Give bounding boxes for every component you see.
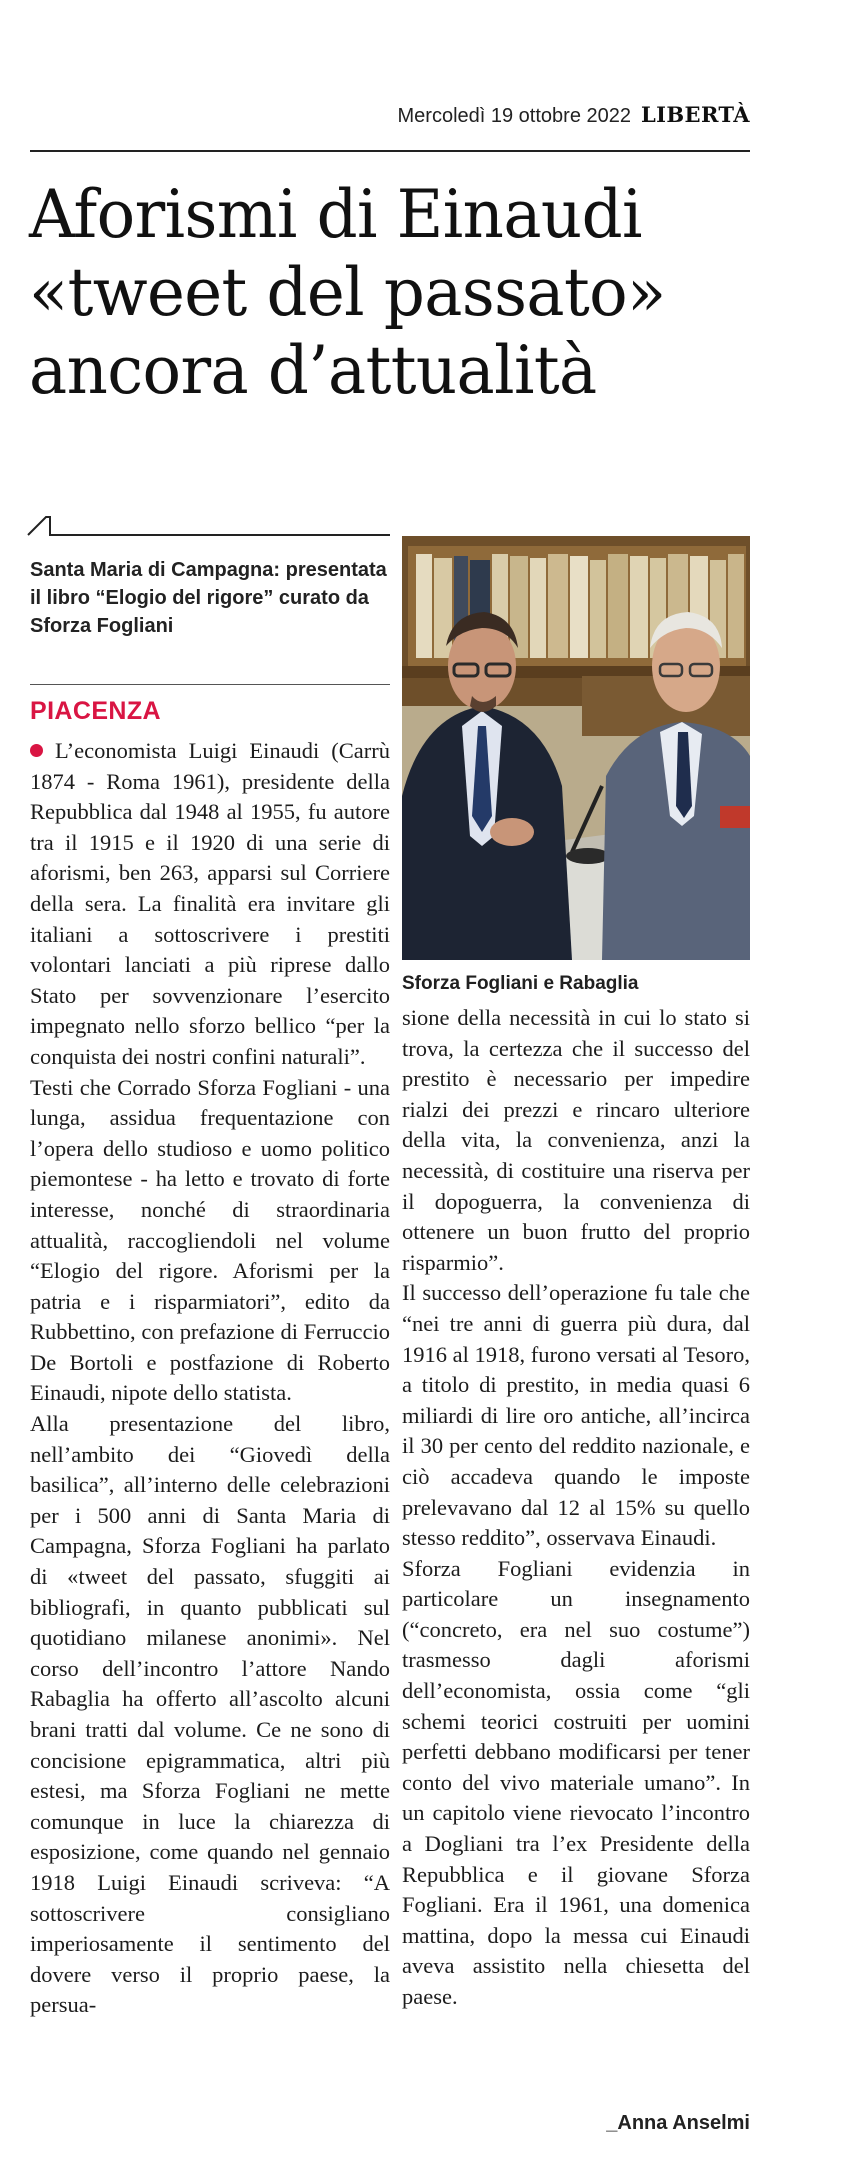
subhead-rule [30, 684, 390, 685]
page-header [30, 102, 750, 132]
issue-date: Mercoledì 19 ottobre 2022 [397, 105, 631, 127]
headline-line-1: Aforismi di Einaudi [29, 176, 642, 253]
paragraph: Il successo dell’operazione fu tale che “nei tre anni di guerra più dura, dal 1916 al 1918, furono versati al Tesoro, a titolo di prestito, in media quasi 6 miliardi di lire oro antiche, all’incirca il 30 per cento del reddito nazionale, e ciò accadeva quando le imposte prelevavano dal 12 al 15% su quello stesso reddito”, osservava Einaudi. [402, 1280, 750, 1551]
header-rule [30, 150, 750, 152]
decorative-rule [26, 505, 392, 539]
headline-line-2: «tweet del passato» [29, 254, 666, 331]
dateline: PIACENZA [30, 697, 161, 725]
photo-illustration [402, 536, 750, 960]
paragraph-text: L’economista Luigi Einaudi (Carrù 1874 - Roma 1961), presidente della Repubblica dal 1948 al 1955, fu autore tra il 1915 e il 1920 di una serie di aforismi, ben 263, apparsi sul Corriere della sera. La finalità era invitare gli italiani a sottoscrivere i prestiti volontari lanciati a più riprese dallo Stato per sovvenzionare l’esercito impegnato nello sforzo bellico “per la conquista dei nostri confini naturali”. [30, 738, 390, 1069]
paragraph: Testi che Corrado Sforza Fogliani - una lunga, assidua frequentazione con l’opera dello studioso e uomo politico piemontese - ha letto e trovato di forte interesse, nonché di straordinaria attualità, raccogliendoli nel volume “Elogio del rigore. Aforismi per la patria e i risparmiatori”, edito da Rubbettino, con prefazione di Ferruccio De Bortoli e postfazione di Roberto Einaudi, nipote dello statista. [30, 1074, 390, 1406]
article-subhead: Santa Maria di Campagna: presentata il libro “Elogio del rigore” curato da Sforza Fogliani [30, 559, 387, 637]
photo-caption: Sforza Fogliani e Rabaglia [402, 973, 639, 994]
article-photo [402, 536, 750, 960]
article-headline [29, 176, 747, 410]
article-byline: _Anna Anselmi [606, 2112, 750, 2134]
article-column-2 [402, 1003, 750, 2013]
paragraph: Sforza Fogliani evidenzia in particolare un insegnamento (“concreto, era nel suo costume”) trasmesso dagli aforismi dell’economista, ossia come “gli schemi teorici costruiti per uomini perfetti debbano modificarsi per tener conto del vivo materiale umano”. In un capitolo viene rievocato l’incontro a Dogliani tra l’ex Presidente della Repubblica e il giovane Sforza Fogliani. Era il 1961, una domenica mattina, dopo la messa cui Einaudi aveva assistito nella chiesetta del paese. [402, 1555, 750, 2009]
bullet-dot-icon [30, 744, 43, 757]
headline-line-3: ancora d’attualità [29, 332, 597, 409]
paragraph: Alla presentazione del libro, nell’ambito dei “Giovedì della basilica”, all’interno delle celebrazioni per i 500 anni di Santa Maria di Campagna, Sforza Fogliani ha parlato di «tweet del passato, sfuggiti ai bibliografi, in quanto pubblicati sul quotidiano milanese anonimi». Nel corso dell’incontro l’attore Nando Rabaglia ha offerto all’ascolto alcuni brani tratti dal volume. Ce ne sono di concisione epigrammatica, altri più estesi, ma Sforza Fogliani ne mette comunque in luce la chiarezza di esposizione, come quando nel gennaio 1918 Luigi Einaudi scriveva: “A sottoscrivere consigliano imperiosamente il sentimento del dovere verso il proprio paese, la persua- [30, 1411, 390, 2018]
paragraph [30, 736, 390, 1073]
newspaper-logo: LIBERTÀ [641, 102, 750, 127]
paragraph: sione della necessità in cui lo stato si trova, la certezza che il successo del prestito è necessario per impedire rialzi dei prezzi e rincaro ulteriore della vita, la convenienza, anzi la necessità, di costituire una riserva per il dopoguerra, la convenienza di ottenere un buon frutto del proprio risparmio”. [402, 1005, 750, 1275]
article-column-1 [30, 736, 390, 2021]
